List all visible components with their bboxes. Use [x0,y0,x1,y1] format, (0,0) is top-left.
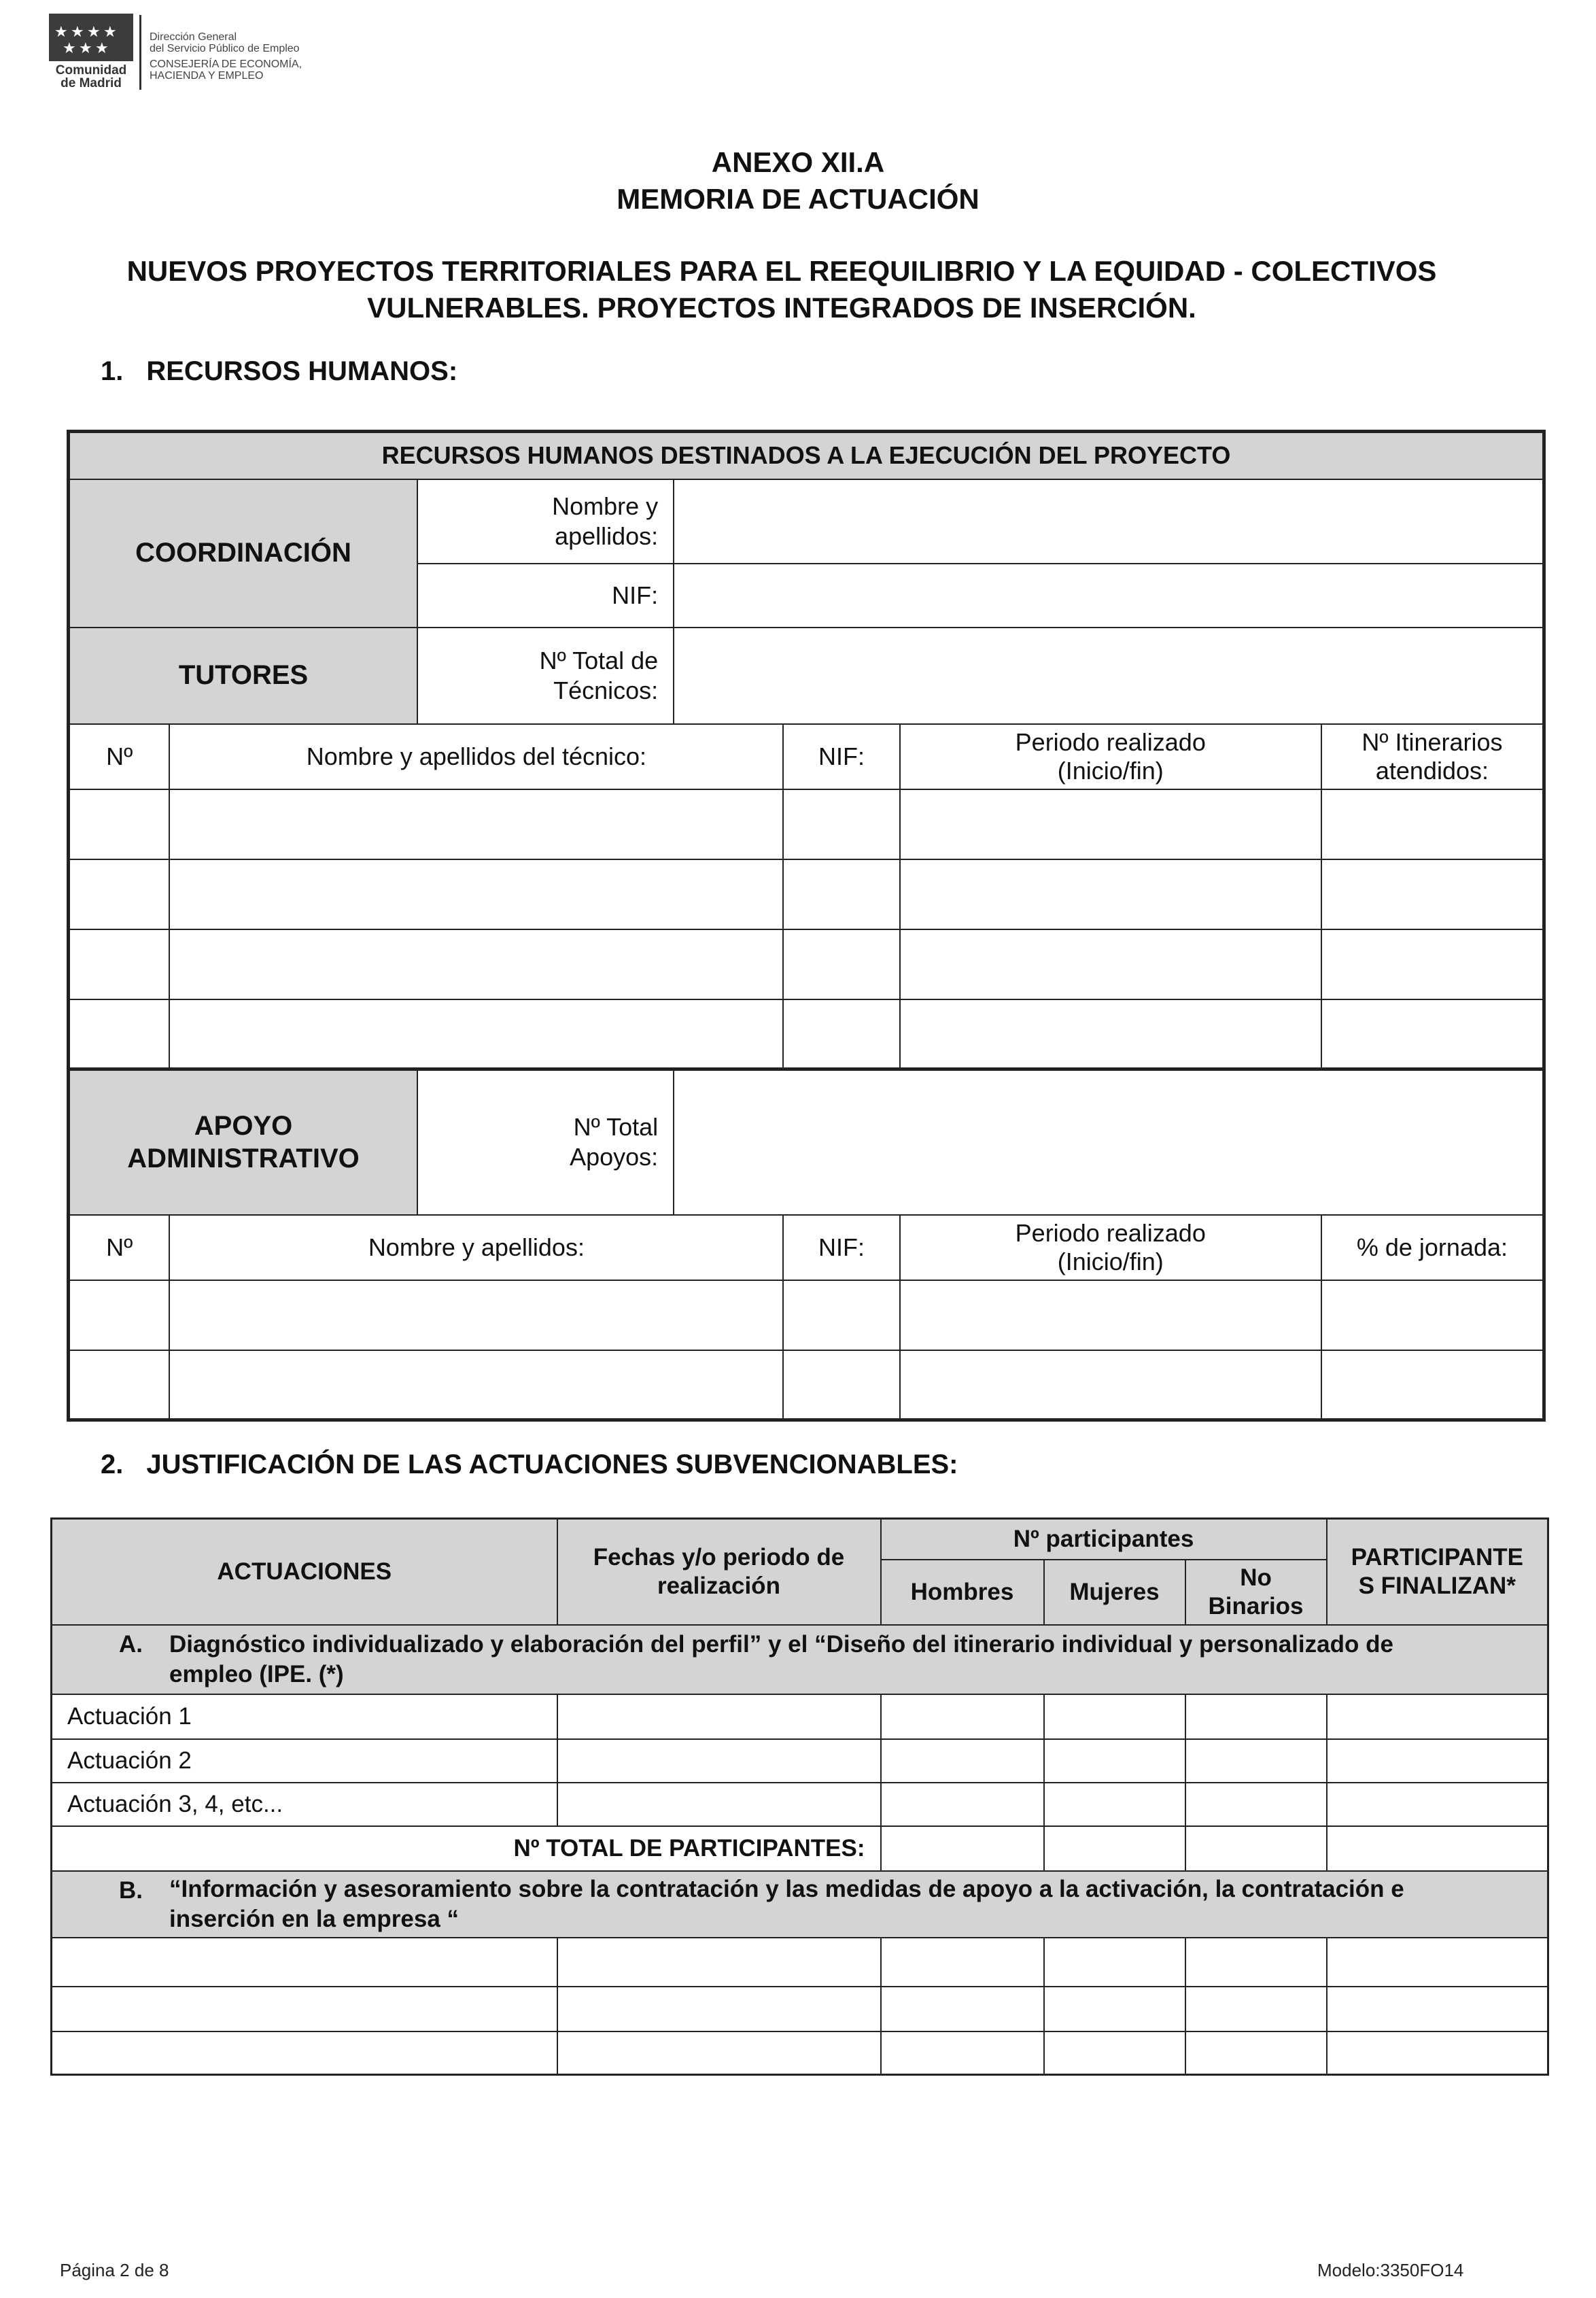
cell[interactable] [69,859,170,929]
actuacion-row [52,1783,1548,1826]
coord-name-label: Nombre y apellidos: [417,479,674,564]
cell[interactable] [557,1783,881,1826]
cell[interactable] [169,1280,783,1350]
cell[interactable] [557,1694,881,1739]
cell[interactable] [1044,1739,1185,1783]
col-no-binarios: No Binarios [1185,1560,1327,1625]
actuacion-label: Actuación 1 [52,1694,557,1739]
cell[interactable] [557,2031,881,2075]
cell[interactable] [783,789,899,859]
total-participantes-label: Nº TOTAL DE PARTICIPANTES: [52,1826,881,1871]
cell[interactable] [52,1987,557,2031]
logo-divider [139,15,141,90]
cell[interactable] [1321,859,1544,929]
cell[interactable] [900,999,1321,1069]
cell[interactable] [1185,2031,1327,2075]
tutor-row [69,789,1544,859]
cell[interactable] [1185,1938,1327,1987]
cell[interactable] [900,859,1321,929]
cell[interactable] [557,1987,881,2031]
group-a-header: A. Diagnóstico individualizado y elaboración del perfil” y el “Diseño del itinerario individual y personalizado de empleo (IPE. (*) [52,1625,1548,1694]
apo-col-periodo: Periodo realizado (Inicio/fin) [900,1215,1321,1280]
cell[interactable] [1327,1694,1548,1739]
cell[interactable] [1321,1280,1544,1350]
tutor-row [69,859,1544,929]
madrid-flag-icon: ★ ★ ★ ★ ★ ★ ★ [49,14,133,61]
apo-col-jornada: % de jornada: [1321,1215,1544,1280]
tutores-label: TUTORES [69,628,418,724]
cell[interactable] [1327,1987,1548,2031]
cell[interactable] [169,1350,783,1420]
page-number: Página 2 de 8 [60,2260,169,2280]
cell[interactable] [783,1280,899,1350]
total-apoyos-label: Nº Total Apoyos: [417,1069,674,1215]
cell[interactable] [881,1739,1044,1783]
cell[interactable] [900,1280,1321,1350]
col-finalizan: PARTICIPANTE S FINALIZAN* [1327,1519,1548,1625]
col-hombres: Hombres [881,1560,1044,1625]
actuaciones-table [50,1517,1549,2076]
coord-nif-label: NIF: [417,564,674,628]
cell[interactable] [1327,1783,1548,1826]
cell[interactable] [783,1350,899,1420]
cell[interactable] [1044,2031,1185,2075]
cell[interactable] [169,789,783,859]
cell[interactable] [69,929,170,999]
model-number: Modelo:3350FO14 [1317,2260,1464,2280]
col-mujeres: Mujeres [1044,1560,1185,1625]
coord-nif-field[interactable] [674,564,1544,628]
cell[interactable] [1327,2031,1548,2075]
col-actuaciones: ACTUACIONES [52,1519,557,1625]
coord-name-field[interactable] [674,479,1544,564]
table-title: RECURSOS HUMANOS DESTINADOS A LA EJECUCIÓN DEL PROYECTO [69,432,1544,479]
cell[interactable] [1327,1938,1548,1987]
actuacion-label: Actuación 3, 4, etc... [52,1783,557,1826]
cell[interactable] [1321,1350,1544,1420]
apoyo-label: APOYO ADMINISTRATIVO [69,1069,418,1215]
program-title: NUEVOS PROYECTOS TERRITORIALES PARA EL REEQUILIBRIO Y LA EQUIDAD - COLECTIVOS VULNERABLES. PROYECTOS INTEGRADOS DE INSERCIÓN. [126,255,1437,324]
actuacion-row [52,1739,1548,1783]
cell[interactable] [1321,789,1544,859]
header-department: Dirección General del Servicio Público de Empleo CONSEJERÍA DE ECONOMÍA, HACIENDA Y EMPLEO [150,31,302,82]
cell[interactable] [169,929,783,999]
cell[interactable] [1321,999,1544,1069]
cell[interactable] [69,1280,170,1350]
cell[interactable] [1044,1826,1185,1871]
cell[interactable] [69,1350,170,1420]
cell[interactable] [783,859,899,929]
apo-col-nif: NIF: [783,1215,899,1280]
cell[interactable] [783,929,899,999]
tut-col-no: Nº [69,724,170,789]
cell[interactable] [1185,1826,1327,1871]
cell[interactable] [900,789,1321,859]
tut-col-nif: NIF: [783,724,899,789]
section2-heading: 2. JUSTIFICACIÓN DE LAS ACTUACIONES SUBVENCIONABLES: [101,1450,958,1479]
tut-col-periodo: Periodo realizado (Inicio/fin) [900,724,1321,789]
cell[interactable] [557,1739,881,1783]
cell[interactable] [1185,1694,1327,1739]
total-tecnicos-field[interactable] [674,628,1544,724]
cell[interactable] [69,789,170,859]
apoyo-row [69,1350,1544,1420]
cell[interactable] [52,1938,557,1987]
col-fechas: Fechas y/o periodo de realización [557,1519,881,1625]
cell[interactable] [881,1783,1044,1826]
cell[interactable] [1044,1938,1185,1987]
cell[interactable] [783,999,899,1069]
table-row [52,2031,1548,2075]
actuacion-label: Actuación 2 [52,1739,557,1783]
cell[interactable] [1327,1739,1548,1783]
total-row [52,1826,1548,1871]
cell[interactable] [1321,929,1544,999]
cell[interactable] [557,1938,881,1987]
document-title: ANEXO XII.A MEMORIA DE ACTUACIÓN [617,146,979,215]
cell[interactable] [900,1350,1321,1420]
apo-col-nombre: Nombre y apellidos: [169,1215,783,1280]
section1-heading: 1. RECURSOS HUMANOS: [101,356,458,386]
comunidad-madrid-logo [49,14,133,90]
cell[interactable] [1044,1694,1185,1739]
tutor-row [69,999,1544,1069]
group-b-header: B. “Información y asesoramiento sobre la contratación y las medidas de apoyo a la activación, la contratación e inserción en la empresa “ [52,1871,1548,1938]
logo-name: Comunidad de Madrid [55,63,127,90]
human-resources-table [67,430,1546,1422]
total-tecnicos-label: Nº Total de Técnicos: [417,628,674,724]
table-row [52,1938,1548,1987]
table-row [52,1987,1548,2031]
apo-col-no: Nº [69,1215,170,1280]
col-participantes: Nº participantes [881,1519,1327,1560]
cell[interactable] [169,999,783,1069]
cell[interactable] [1044,1987,1185,2031]
cell[interactable] [1044,1783,1185,1826]
cell[interactable] [1185,1987,1327,2031]
cell[interactable] [881,1694,1044,1739]
cell[interactable] [881,1938,1044,1987]
tut-col-itinerarios: Nº Itinerarios atendidos: [1321,724,1544,789]
apoyo-row [69,1280,1544,1350]
cell[interactable] [881,2031,1044,2075]
cell[interactable] [69,999,170,1069]
cell[interactable] [169,859,783,929]
tut-col-nombre: Nombre y apellidos del técnico: [169,724,783,789]
actuacion-row [52,1694,1548,1739]
tutor-row [69,929,1544,999]
cell[interactable] [1185,1739,1327,1783]
cell[interactable] [881,1826,1044,1871]
total-apoyos-field[interactable] [674,1069,1544,1215]
cell[interactable] [52,2031,557,2075]
cell[interactable] [900,929,1321,999]
cell[interactable] [881,1987,1044,2031]
cell[interactable] [1327,1826,1548,1871]
coordinacion-label: COORDINACIÓN [69,479,418,628]
cell[interactable] [1185,1783,1327,1826]
